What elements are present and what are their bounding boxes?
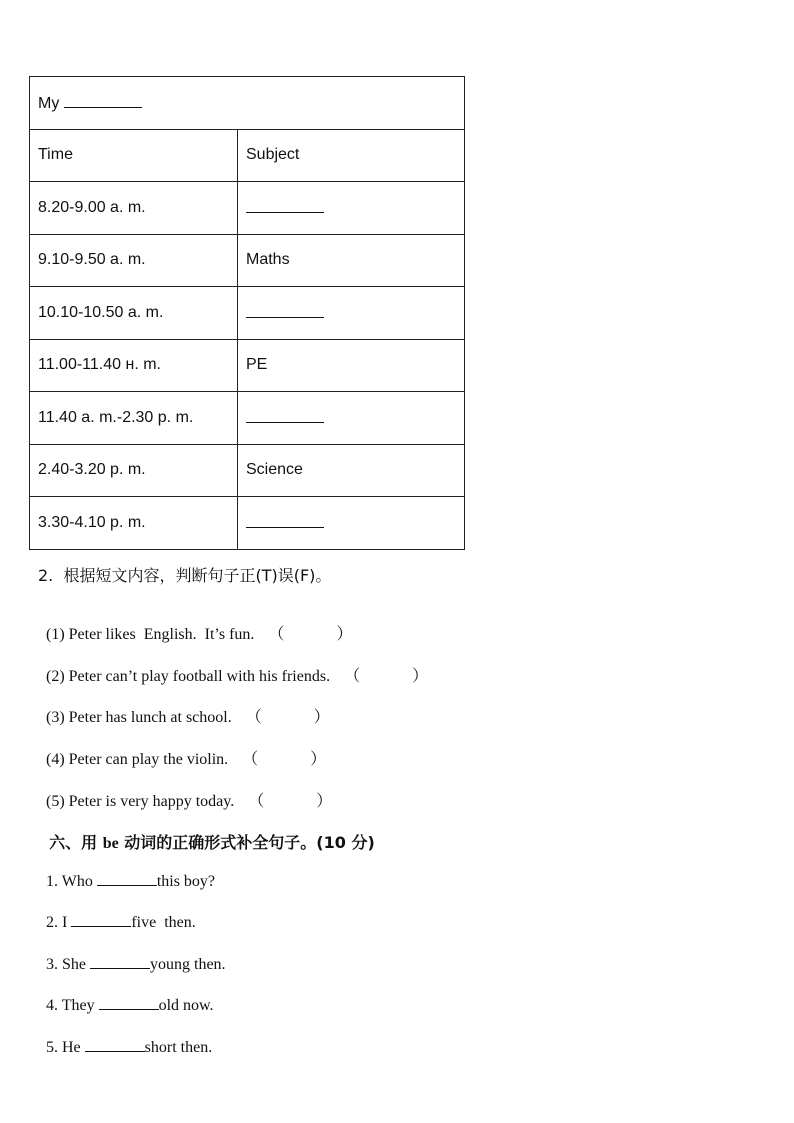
- tf-item-5: [38, 770, 332, 811]
- paren-open: （: [242, 749, 259, 768]
- subject-cell: Science: [238, 444, 465, 497]
- fill-item-after: short then.: [144, 1039, 213, 1056]
- fill-blank[interactable]: [71, 912, 131, 927]
- section2-heading: 2. 根据短文内容，判断句子正(T)误(F)。: [38, 566, 332, 585]
- paren-open: （: [248, 791, 265, 810]
- subject-blank[interactable]: [246, 303, 324, 318]
- fill-item-before: 2. I: [46, 914, 72, 931]
- tf-item-3: [38, 686, 330, 727]
- title-blank[interactable]: [64, 93, 142, 108]
- tf-item-1: [38, 603, 352, 644]
- header-time: Time: [30, 129, 238, 182]
- tf-item-2: [38, 645, 428, 686]
- table-row: [30, 392, 465, 445]
- schedule-table: [29, 76, 465, 550]
- section6-heading-be: be: [102, 835, 119, 852]
- fill-item-after: young then.: [150, 956, 226, 973]
- paren-close: ）: [313, 707, 330, 726]
- table-title-row: [30, 77, 465, 130]
- subject-cell: [238, 497, 465, 550]
- tf-item-text: (4) Peter can play the violin.: [46, 751, 229, 768]
- fill-item-after: old now.: [158, 997, 214, 1014]
- tf-item-text: (5) Peter is very happy today.: [46, 793, 235, 810]
- time-cell: 3.30-4.10 p. m.: [30, 497, 238, 550]
- table-row: [30, 287, 465, 340]
- paren-close: ）: [412, 666, 429, 685]
- time-cell: 10.10-10.50 a. m.: [30, 287, 238, 340]
- table-row: [30, 182, 465, 235]
- fill-item-1: [38, 853, 215, 891]
- fill-blank[interactable]: [99, 995, 159, 1010]
- tf-item-text: (2) Peter can’t play football with his friends.: [46, 668, 331, 685]
- paren-close: ）: [310, 749, 327, 768]
- subject-blank[interactable]: [246, 198, 324, 213]
- tf-item-4: [38, 728, 326, 769]
- fill-item-after: this boy?: [156, 873, 216, 890]
- section6-heading: [38, 811, 375, 853]
- table-row: [30, 497, 465, 550]
- section6-heading-prefix: 六、用: [49, 833, 103, 852]
- subject-cell: [238, 182, 465, 235]
- table-row: [30, 444, 465, 497]
- table-row: [30, 339, 465, 392]
- paren-open: （: [245, 707, 262, 726]
- tf-item-text: (3) Peter has lunch at school.: [46, 709, 232, 726]
- fill-blank[interactable]: [85, 1037, 145, 1052]
- fill-item-before: 5. He: [46, 1039, 85, 1056]
- fill-item-before: 1. Who: [46, 873, 97, 890]
- subject-cell: PE: [238, 339, 465, 392]
- header-subject: Subject: [238, 129, 465, 182]
- fill-item-3: [38, 936, 226, 974]
- table-title-label: My: [38, 94, 60, 112]
- time-cell: 9.10-9.50 a. m.: [30, 234, 238, 287]
- fill-item-before: 3. She: [46, 956, 90, 973]
- fill-item-4: [38, 977, 214, 1015]
- time-cell: 11.00-11.40 н. m.: [30, 339, 238, 392]
- subject-blank[interactable]: [246, 513, 324, 528]
- fill-item-before: 4. They: [46, 997, 99, 1014]
- subject-cell: [238, 287, 465, 340]
- fill-blank[interactable]: [90, 954, 150, 969]
- section6-heading-suffix: 动词的正确形式补全句子。(10 分): [118, 833, 375, 852]
- table-header-row: [30, 129, 465, 182]
- paren-open: （: [344, 666, 361, 685]
- subject-blank[interactable]: [246, 408, 324, 423]
- paren-close: ）: [316, 791, 333, 810]
- time-cell: 2.40-3.20 p. m.: [30, 444, 238, 497]
- table-title-cell: [30, 77, 465, 130]
- subject-cell: [238, 392, 465, 445]
- paren-open: （: [268, 624, 285, 643]
- time-cell: 11.40 a. m.-2.30 p. m.: [30, 392, 238, 445]
- fill-item-5: [38, 1019, 212, 1057]
- table-row: [30, 234, 465, 287]
- time-cell: 8.20-9.00 a. m.: [30, 182, 238, 235]
- tf-item-text: (1) Peter likes English. It’s fun.: [46, 626, 255, 643]
- fill-item-after: five then.: [131, 914, 196, 931]
- paren-close: ）: [336, 624, 353, 643]
- fill-item-2: [38, 894, 196, 932]
- fill-blank[interactable]: [97, 871, 157, 886]
- subject-cell: Maths: [238, 234, 465, 287]
